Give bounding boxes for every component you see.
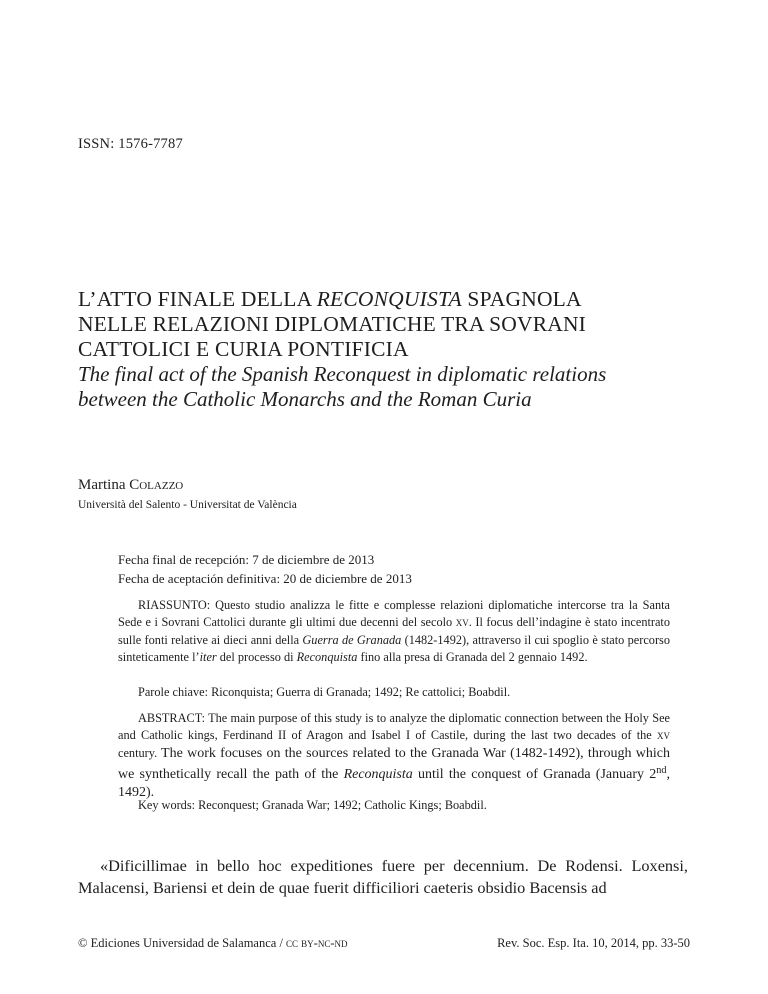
title-line-1-italic: RECONQUISTA xyxy=(316,287,462,311)
riassunto-guerra: Guerra de Granada xyxy=(302,632,402,647)
riassunto-century: xv xyxy=(455,615,469,630)
title-line-1-suffix: SPAGNOLA xyxy=(461,287,582,311)
received-date: Fecha final de recepción: 7 de diciembre de 2013 xyxy=(118,552,375,567)
riassunto-text-a: RIASSUNTO: Questo studio analizza le fitte e complesse relazioni diplomatiche intercorse tra la Santa Sede e i Sovrani Cattolici durante gli ultimi due decenni del secolo xyxy=(118,598,670,630)
author-first-name: Martina xyxy=(78,477,130,493)
abstract-century: xv xyxy=(657,728,670,743)
riassunto-reconquista: Reconquista xyxy=(296,650,358,665)
abstract-superscript: nd xyxy=(656,765,667,777)
abstract-text-d: until the conquest of Granada (January 2 xyxy=(412,767,657,783)
article-subtitle xyxy=(78,362,718,412)
abstract-text-e: , 1492). xyxy=(118,767,670,800)
abstract-reconquista: Reconquista xyxy=(343,767,413,783)
title-line-1 xyxy=(78,287,718,312)
title-line-3: CATTOLICI E CURIA PONTIFICIA xyxy=(78,337,409,361)
issn: ISSN: 1576-7787 xyxy=(78,136,183,152)
abstract-text-b: century. xyxy=(118,745,162,760)
parole-chiave-text: Parole chiave: Riconquista; Guerra di Granada; 1492; Re cattolici; Boabdil. xyxy=(138,685,511,699)
riassunto-text-c: (1482-1492), attraverso il cui spoglio è stato percorso sinteticamente l’ xyxy=(118,632,670,665)
footer-publisher xyxy=(78,936,348,951)
title-line-1-prefix: L’ATTO FINALE DELLA xyxy=(78,287,317,311)
riassunto-text-b: . Il focus dell’indagine è stato incentrato sulle fonti relative ai dieci anni della xyxy=(118,615,670,647)
riassunto-paragraph xyxy=(118,597,670,667)
riassunto-iter: iter xyxy=(199,650,217,665)
footer-citation: Rev. Soc. Esp. Ita. 10, 2014, pp. 33-50 xyxy=(497,936,690,950)
abstract-text-a: ABSTRACT: The main purpose of this study is to analyze the diplomatic connection between the Holy See and Catholic kings, Ferdinand II of Aragon and Isabel I of Castile, during the last two decades of the xyxy=(118,711,670,743)
footer-publisher-text: © Ediciones Universidad de Salamanca / xyxy=(78,936,287,950)
riassunto-text-d: del processo di xyxy=(216,650,297,665)
author-last-name: Colazzo xyxy=(129,477,184,493)
footer-license: cc by-nc-nd xyxy=(286,936,348,950)
subtitle-line-1: The final act of the Spanish Reconquest in diplomatic relations xyxy=(78,362,607,386)
key-words xyxy=(118,797,670,814)
body-quote-text: «Dificillimae in bello hoc expeditiones fuere per decennium. De Rodensi. Loxensi, Malacensi, Bariensi et dein de quae fuerit difficiliori caeteris obsidio Bacensis ad xyxy=(78,856,688,897)
author-name xyxy=(78,477,183,494)
riassunto-text-e: fino alla presa di Granada del 2 gennaio 1492. xyxy=(357,650,588,665)
title-line-2: NELLE RELAZIONI DIPLOMATICHE TRA SOVRANI xyxy=(78,312,587,336)
author-affiliation: Università del Salento - Universitat de València xyxy=(78,499,297,511)
article-title xyxy=(78,287,718,362)
subtitle-line-2: between the Catholic Monarchs and the Roman Curia xyxy=(78,387,532,411)
parole-chiave xyxy=(118,684,670,701)
accepted-date: Fecha de aceptación definitiva: 20 de diciembre de 2013 xyxy=(118,571,412,586)
abstract-paragraph xyxy=(118,710,670,801)
body-quote xyxy=(78,855,688,899)
key-words-text: Key words: Reconquest; Granada War; 1492; Catholic Kings; Boabdil. xyxy=(138,798,487,812)
abstract-text-c: The work focuses on the sources related to the Granada War (1482-1492), through which we synthetically recall the path of the xyxy=(118,745,670,783)
